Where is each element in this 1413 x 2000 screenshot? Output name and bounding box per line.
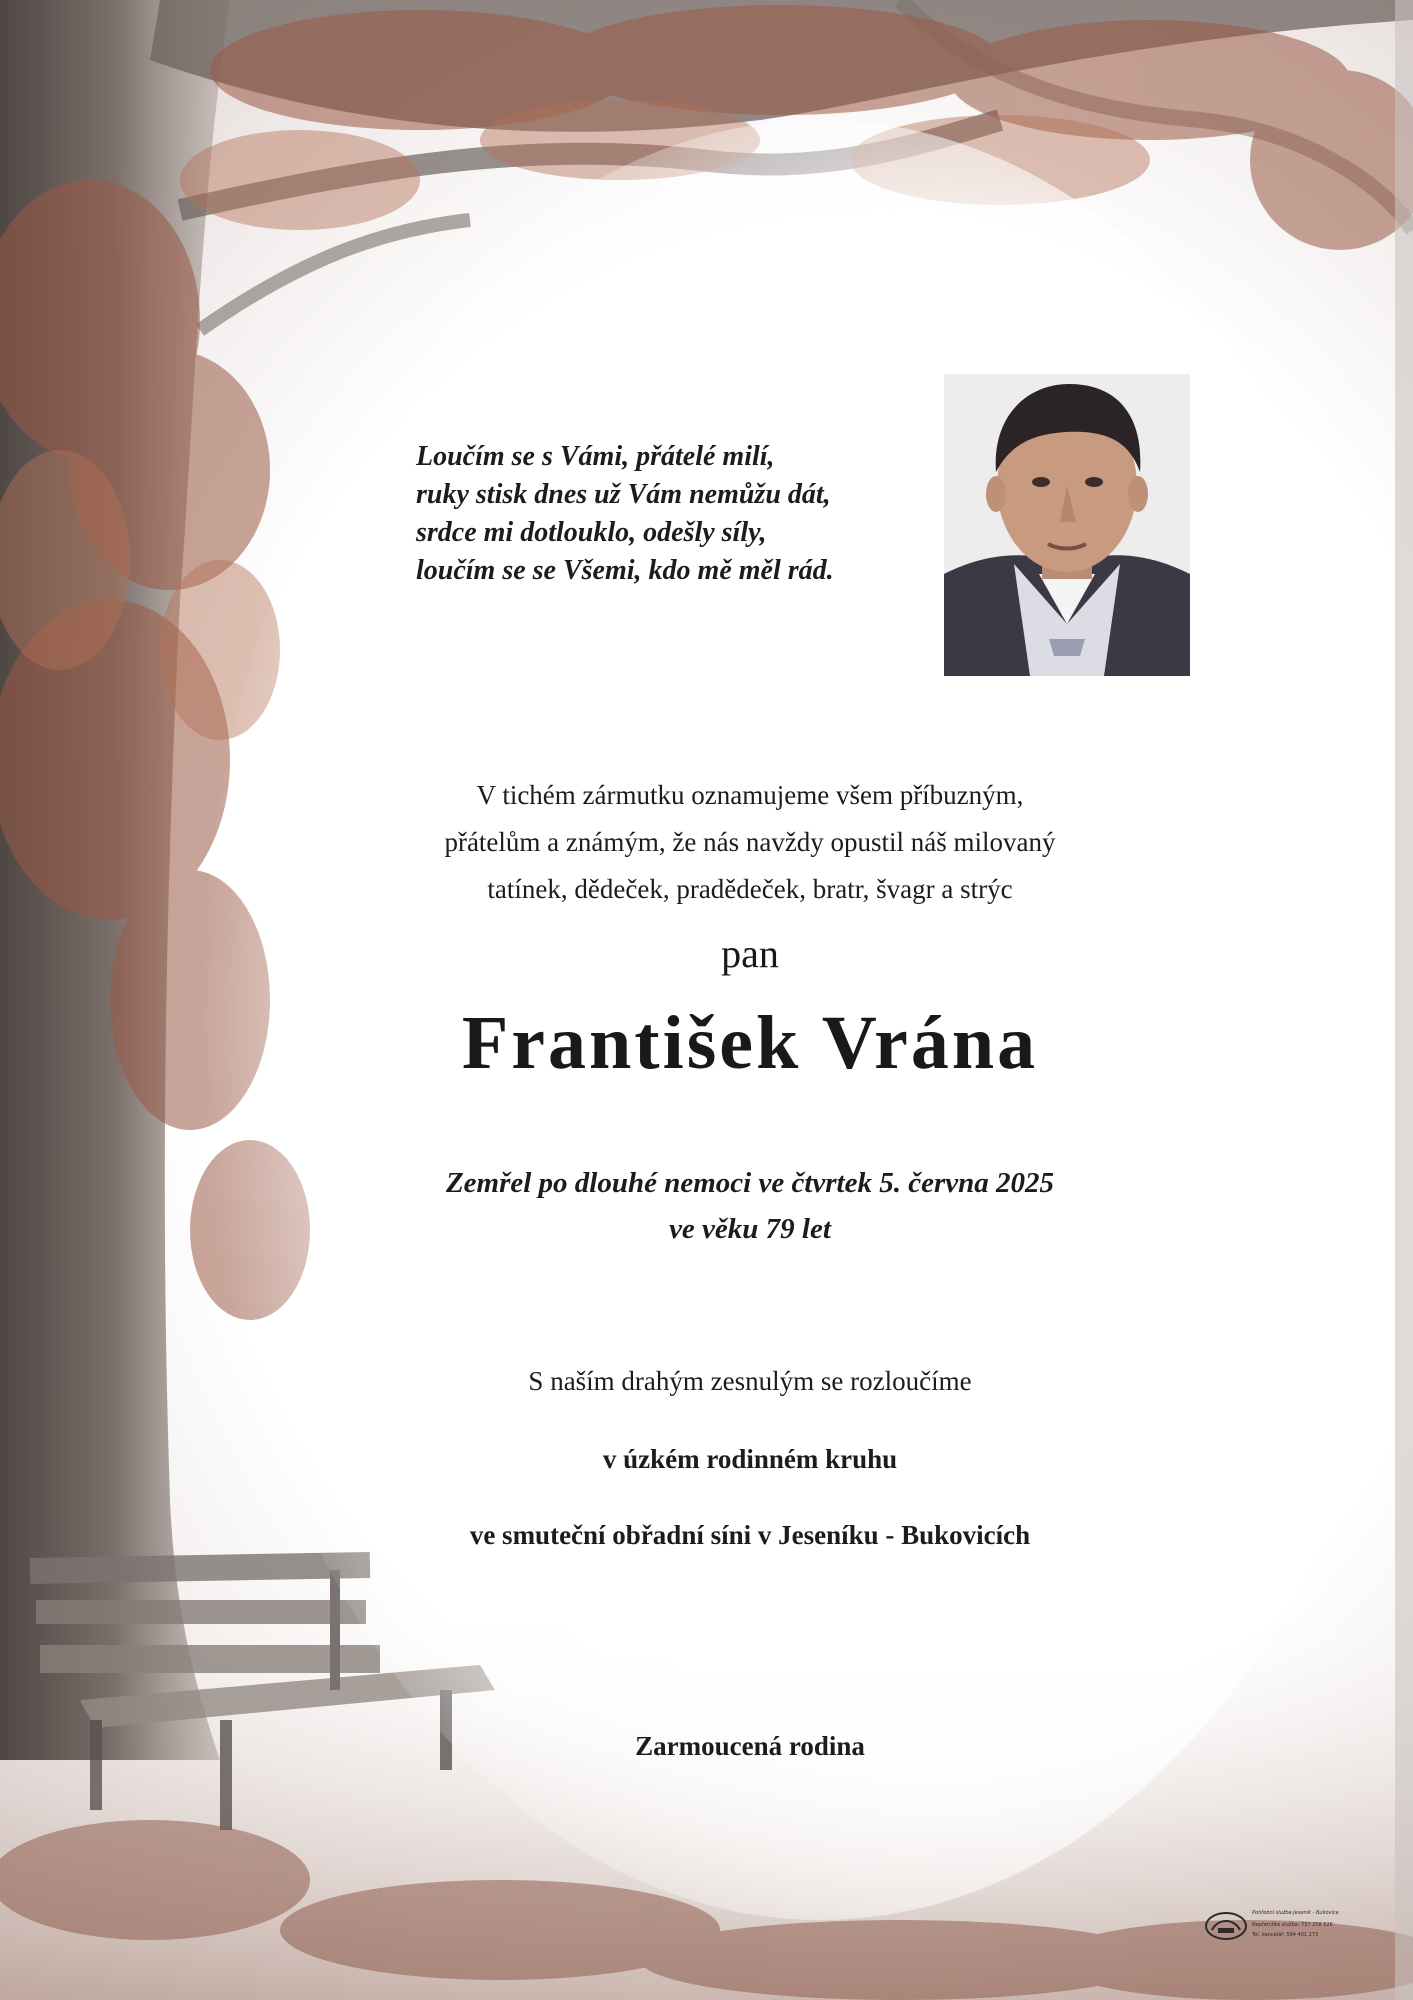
announcement-line: tatínek, dědeček, pradědeček, bratr, švagr a strýc <box>487 874 1013 904</box>
funeral-service-logo-icon <box>1206 1913 1246 1939</box>
poem-line: ruky stisk dnes už Vám nemůžu dát, <box>416 479 831 510</box>
poem-line: loučím se se Všemi, kdo mě měl rád. <box>416 555 834 586</box>
death-details <box>300 1160 1200 1252</box>
farewell-place: ve smuteční obřadní síni v Jeseníku - Bukovicích <box>469 1520 1031 1550</box>
funeral-service-stamp <box>1204 1900 1364 1950</box>
farewell-poem <box>416 438 896 590</box>
farewell-circle: v úzkém rodinném kruhu <box>602 1444 898 1474</box>
poem-line: srdce mi dotlouklo, odešly síly, <box>416 517 767 548</box>
deceased-name: František Vrána <box>461 1001 1039 1085</box>
family-signature: Zarmoucená rodina <box>635 1731 865 1761</box>
poem-line: Loučím se s Vámi, přátelé milí, <box>416 441 775 472</box>
stamp-line: Tel. kancelář: 584 401 273 <box>1252 1932 1319 1938</box>
portrait-photo <box>944 374 1190 676</box>
death-date-line: Zemřel po dlouhé nemoci ve čtvrtek 5. června 2025 <box>445 1167 1055 1199</box>
age-line: ve věku 79 let <box>669 1213 831 1245</box>
announcement-text <box>300 772 1200 913</box>
announcement-line: přátelům a známým, že nás navždy opustil náš milovaný <box>444 827 1056 857</box>
stamp-line: Pohřební služba Jeseník - Bukovice <box>1252 1910 1339 1916</box>
stamp-line: Nepřetržitá služba: 737 258 526 <box>1252 1922 1333 1928</box>
announcement-line: V tichém zármutku oznamujeme všem příbuzným, <box>476 780 1024 810</box>
farewell-intro: S naším drahým zesnulým se rozloučíme <box>528 1366 972 1396</box>
honorific: pan <box>721 931 779 976</box>
